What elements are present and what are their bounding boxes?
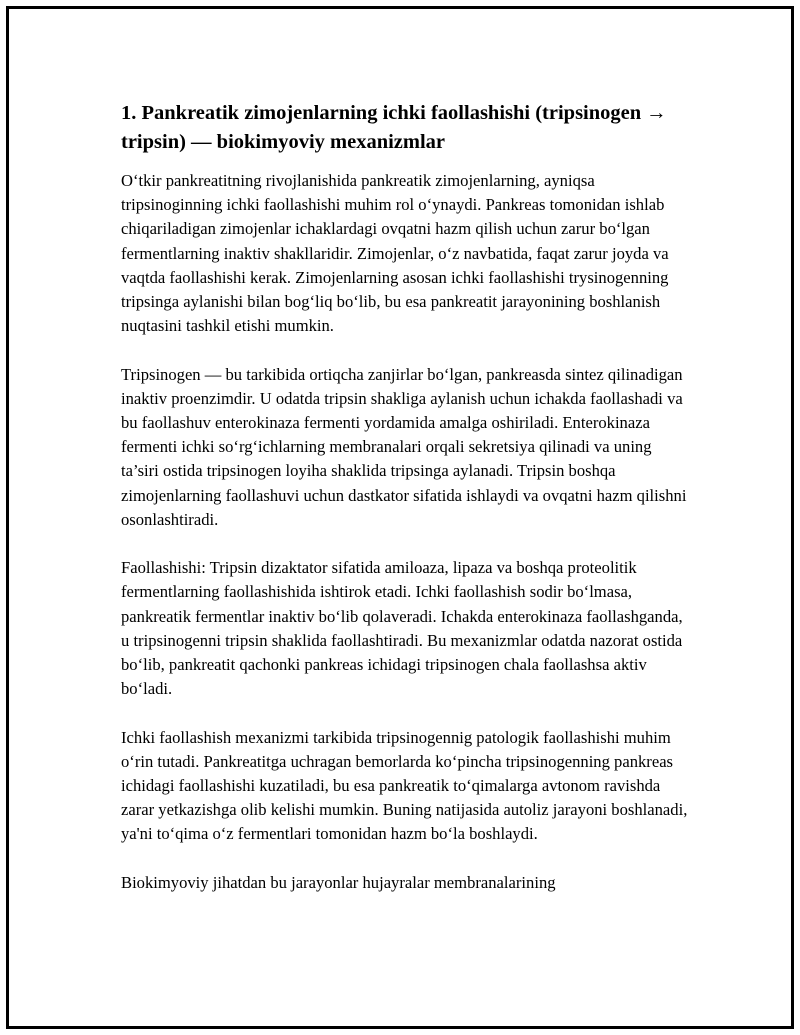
paragraph-3: Faollashishi: Tripsin dizaktator sifatida amiloaza, lipaza va boshqa proteolitik fermentlarning faollashishida ishtirok etadi. Ichki faollashish sodir bo‘lmasa, pankreatik fermentlar inaktiv bo‘lib qolaveradi. Ichakda enterokinaza faollashganda, u tripsinogenni tripsin shaklida faollashtiradi. Bu mexanizmlar odatda nazorat ostida bo‘lib, pankreatit qachonki pankreas ichidagi tripsinogen chala faollashsa aktiv bo‘ladi. [121,558,683,699]
page-frame [6,6,794,1029]
paragraph-2: Tripsinogen — bu tarkibida ortiqcha zanjirlar bo‘lgan, pankreasda sintez qilinadigan inaktiv proenzimdir. U odatda tripsin shakliga aylanish uchun ichakda faollashadi va bu faollashuv enterokinaza fermenti yordamida amalga oshiriladi. Enterokinaza fermenti ichki so‘rg‘ichlarning membranalari orqali sekretsiya qilinadi va uning ta’siri ostida tripsinogen loyiha shaklida tripsinga aylanadi. Tripsin boshqa zimojenlarning faollashuvi uchun dastkator sifatida ishlaydi va ovqatni hazm qilishni osonlashtiradi. [121,364,687,529]
section-heading: 1. Pankreatik zimojenlarning ichki faollashishi (tripsinogen → tripsin) — biokimyoviy mexanizmlar [121,102,667,153]
paragraph-5: Biokimyoviy jihatdan bu jarayonlar hujayralar membranalarining [121,872,556,892]
paragraph-4: Ichki faollashish mexanizmi tarkibida tripsinogennig patologik faollashishi muhim o‘rin tutadi. Pankreatitga uchragan bemorlarda ko‘pincha tripsinogenning pankreas ichidagi faollashishi kuzatiladi, bu esa pankreatik to‘qimalarga avtonom ravishda zarar yetkazishga olib kelishi mumkin. Buning natijasida autoliz jarayoni boshlanadi, ya'ni to‘qima o‘z fermentlari tomonidan hazm bo‘la boshlaydi. [121,727,688,844]
document-body [121,99,691,919]
paragraph-1: O‘tkir pankreatitning rivojlanishida pankreatik zimojenlarning, ayniqsa tripsinoginning ichki faollashishi muhim rol o‘ynaydi. Pankreas tomonidan ishlab chiqariladigan zimojenlar ichaklardagi ovqatni hazm qilish uchun zarur bo‘lgan fermentlarning inaktiv shakllaridir. Zimojenlar, o‘z navbatida, faqat zarur joyda va vaqtda faollashishi kerak. Zimojenlarning asosan ichki faollashishi trysinogenning tripsinga aylanishi bilan bog‘liq bo‘lib, bu esa pankreatit jarayonining boshlanish nuqtasini tashkil etishi mumkin. [121,171,669,336]
